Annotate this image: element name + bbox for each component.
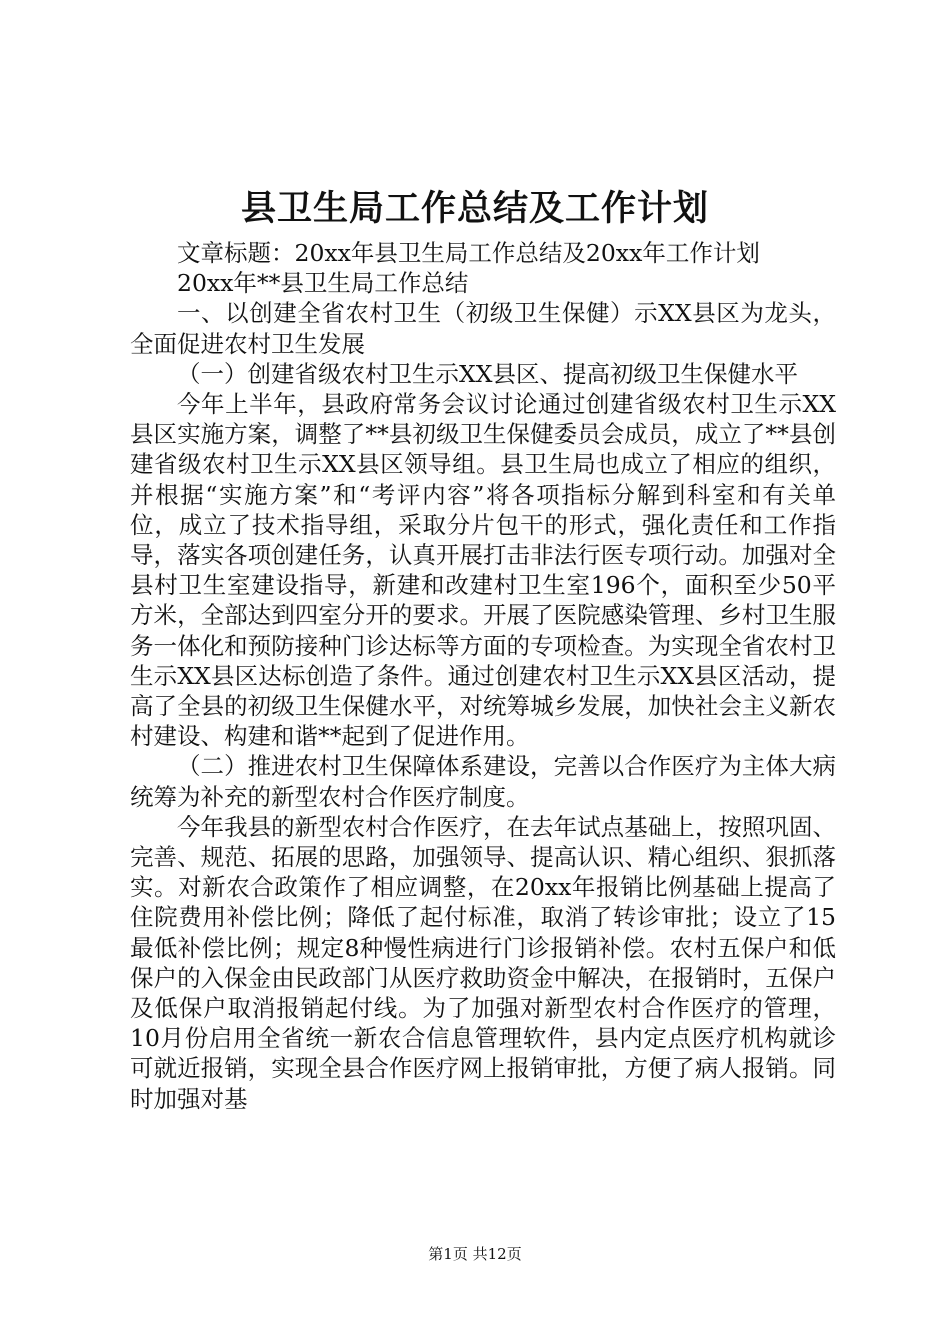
subsection-heading-1: （一）创建省级农村卫生示XX县区、提高初级卫生保健水平: [177, 359, 798, 388]
section-heading-1: 一、以创建全省农村卫生（初级卫生保健）示XX县区为龙头，全面促进农村卫生发展: [130, 299, 836, 358]
document-title: 县卫生局工作总结及工作计划: [240, 189, 709, 229]
page-footer: 第1页 共12页: [428, 1245, 522, 1263]
document-body: [130, 238, 836, 1114]
summary-heading: 20xx年**县卫生局工作总结: [177, 269, 469, 298]
article-title-line: 文章标题：20xx年县卫生局工作总结及20xx年工作计划: [177, 239, 760, 267]
subsection-heading-2: （二）推进农村卫生保障体系建设，完善以合作医疗为主体大病统筹为补充的新型农村合作医疗制度。: [130, 752, 836, 811]
body-paragraph: 今年我县的新型农村合作医疗，在去年试点基础上，按照巩固、完善、规范、拓展的思路，加强领导、提高认识、精心组织、狠抓落实。对新农合政策作了相应调整，在20xx年报销比例基础上提高了住院费用补偿比例；降低了起付标准，取消了转诊审批；设立了15最低补偿比例；规定8种慢性病进行门诊报销补偿。农村五保户和低保户的入保金由民政部门从医疗救助资金中解决，在报销时，五保户及低保户取消报销起付线。为了加强对新型农村合作医疗的管理，10月份启用全省统一新农合信息管理软件，县内定点医疗机构就诊可就近报销，实现全县合作医疗网上报销审批，方便了病人报销。同时加强对基: [130, 812, 836, 1113]
body-paragraph: 今年上半年，县政府常务会议讨论通过创建省级农村卫生示XX县区实施方案，调整了**县初级卫生保健委员会成员，成立了**县创建省级农村卫生示XX县区领导组。县卫生局也成立了相应的组织，并根据“实施方案”和“考评内容”将各项指标分解到科室和有关单位，成立了技术指导组，采取分片包干的形式，强化责任和工作指导，落实各项创建任务，认真开展打击非法行医专项行动。加强对全县村卫生室建设指导，新建和改建村卫生室196个，面积至少50平方米，全部达到四室分开的要求。开展了医院感染管理、乡村卫生服务一体化和预防接种门诊达标等方面的专项检查。为实现全省农村卫生示XX县区达标创造了条件。通过创建农村卫生示XX县区活动，提高了全县的初级卫生保健水平，对统筹城乡发展，加快社会主义新农村建设、构建和谐**起到了促进作用。: [130, 390, 836, 751]
